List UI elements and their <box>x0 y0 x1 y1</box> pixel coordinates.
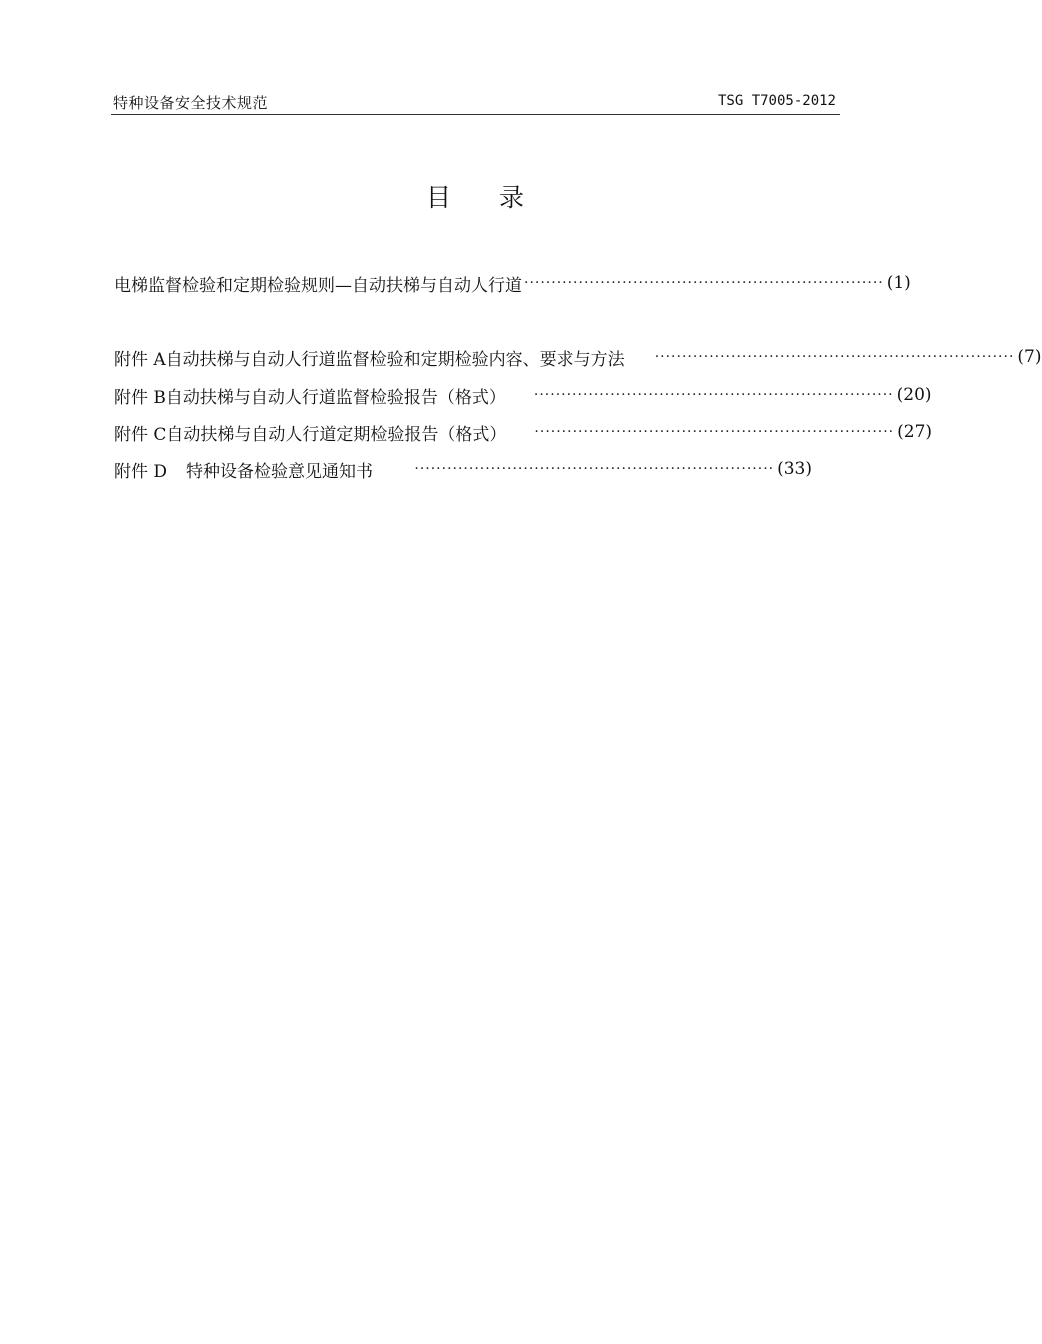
toc-entry-main[interactable] <box>114 271 911 296</box>
page-header <box>111 90 840 115</box>
toc-entry-text: 特种设备检验意见通知书 <box>186 461 373 482</box>
toc-page-number: (1) <box>886 273 911 293</box>
toc-entry-text: 自动扶梯与自动人行道定期检验报告（格式） <box>166 424 507 445</box>
toc-entry-label: 附件 D <box>114 461 168 482</box>
toc-page-number: (33) <box>777 459 812 479</box>
toc-leader-dots: ·································································· <box>533 387 894 403</box>
toc-page-number: (7) <box>1017 347 1042 367</box>
header-standard-code: TSG T7005-2012 <box>717 93 836 109</box>
toc-leader-dots: ·································································· <box>534 424 895 440</box>
toc-entry-appendix-a[interactable] <box>114 345 1042 370</box>
toc-page-number: (27) <box>897 422 933 442</box>
page-title: 目录 <box>425 183 572 212</box>
toc-leader-dots: ·································································· <box>654 349 1015 365</box>
toc-entry-label: 附件 C <box>114 424 167 445</box>
toc-entry-label: 附件 B <box>114 387 166 408</box>
header-series-title: 特种设备安全技术规范 <box>113 94 269 112</box>
toc-entry-appendix-d[interactable] <box>114 457 812 481</box>
toc-page-number: (20) <box>896 385 932 405</box>
toc-entry-text: 电梯监督检验和定期检验规则—自动扶梯与自动人行道 <box>114 275 522 296</box>
toc-entry-appendix-b[interactable] <box>114 383 932 408</box>
toc-entry-text: 自动扶梯与自动人行道监督检验报告（格式） <box>165 387 506 408</box>
toc-leader-dots: ·································································· <box>524 275 884 291</box>
toc-leader-dots: ·································································· <box>414 461 775 477</box>
toc-entry-label: 附件 A <box>114 349 166 370</box>
toc-entry-text: 自动扶梯与自动人行道监督检验和定期检验内容、要求与方法 <box>165 349 625 370</box>
toc-entry-appendix-c[interactable] <box>114 420 933 445</box>
